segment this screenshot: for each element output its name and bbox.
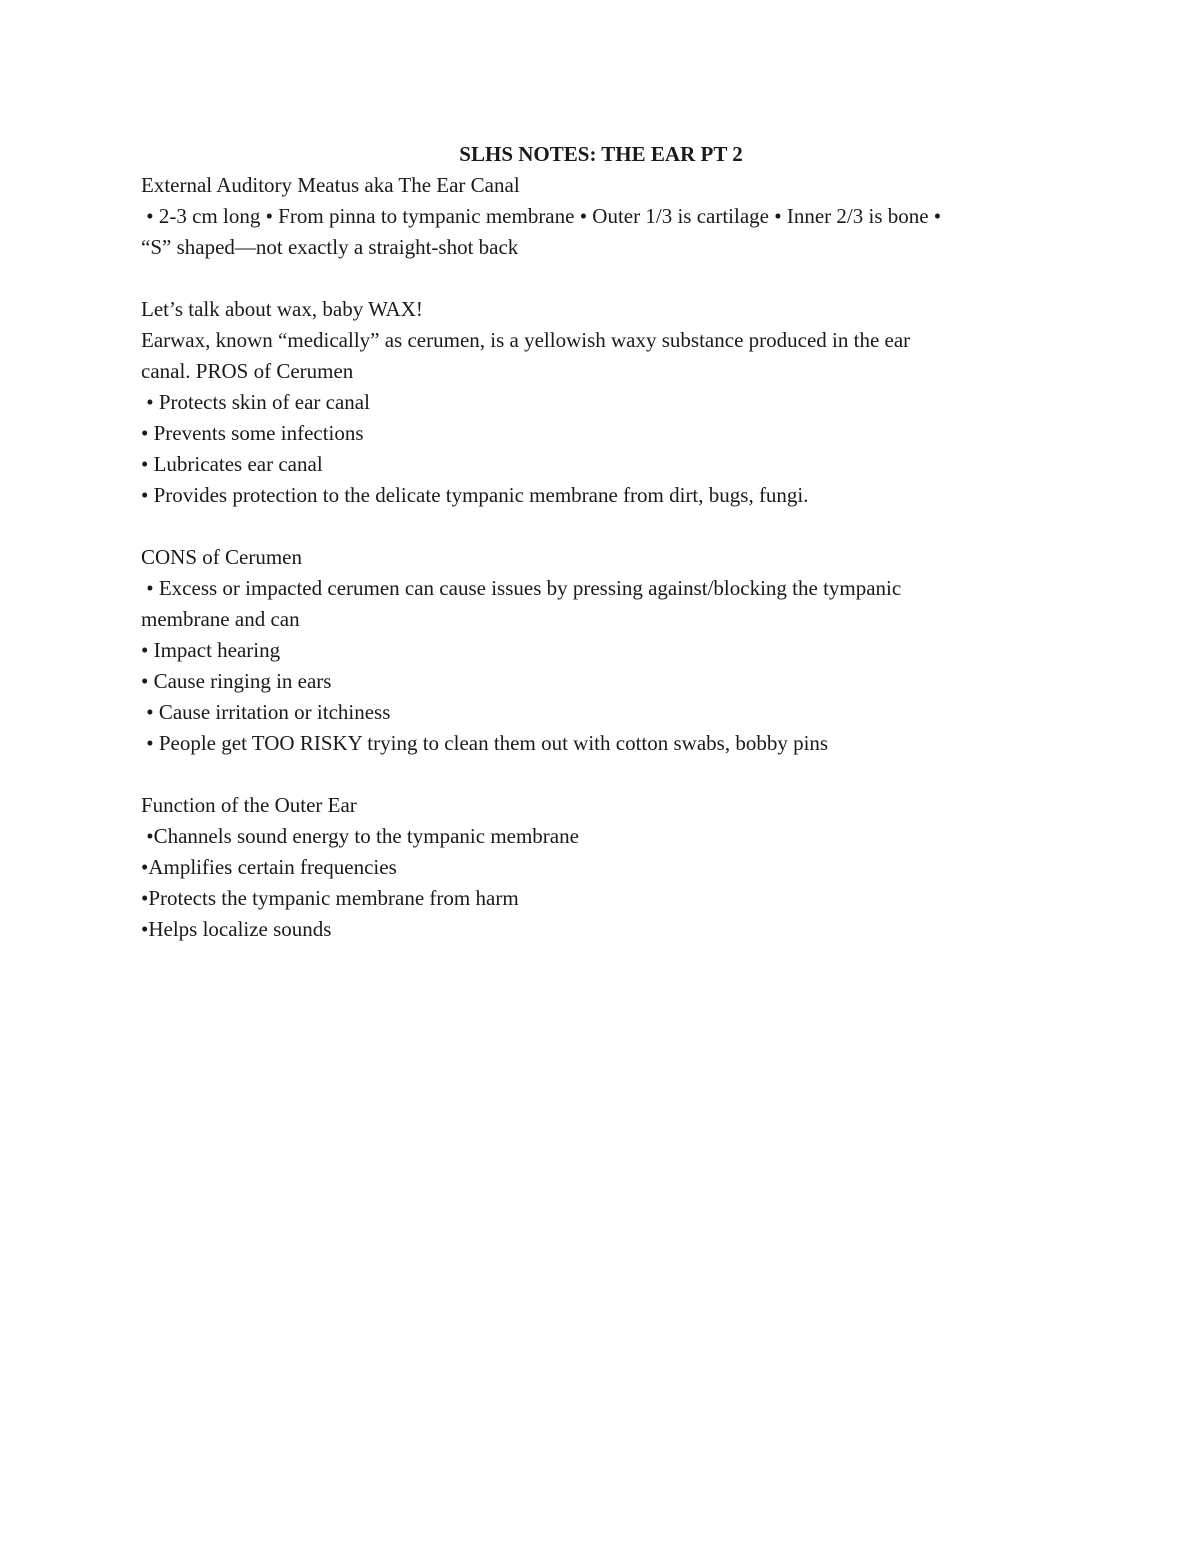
pros-item: • Lubricates ear canal bbox=[141, 452, 323, 476]
cons-item: • Cause ringing in ears bbox=[141, 669, 332, 693]
wax-intro-line-1: Earwax, known “medically” as cerumen, is a yellowish waxy substance produced in the ear bbox=[141, 328, 911, 352]
canal-line-2: “S” shaped—not exactly a straight-shot back bbox=[141, 235, 519, 259]
document-title: SLHS NOTES: THE EAR PT 2 bbox=[459, 142, 743, 166]
canal-heading: External Auditory Meatus aka The Ear Canal bbox=[141, 173, 520, 197]
function-item: •Channels sound energy to the tympanic membrane bbox=[141, 824, 579, 848]
function-heading: Function of the Outer Ear bbox=[141, 793, 357, 817]
canal-line-1: • 2-3 cm long • From pinna to tympanic membrane • Outer 1/3 is cartilage • Inner 2/3 is bone • bbox=[141, 204, 942, 228]
paragraph-gap bbox=[141, 511, 1061, 542]
cons-heading: CONS of Cerumen bbox=[141, 545, 302, 569]
document-page bbox=[141, 139, 1061, 945]
wax-heading: Let’s talk about wax, baby WAX! bbox=[141, 297, 423, 321]
function-item: •Helps localize sounds bbox=[141, 917, 332, 941]
function-item: •Amplifies certain frequencies bbox=[141, 855, 397, 879]
pros-item: • Protects skin of ear canal bbox=[141, 390, 370, 414]
cons-item: • People get TOO RISKY trying to clean them out with cotton swabs, bobby pins bbox=[141, 731, 829, 755]
pros-item: • Provides protection to the delicate tympanic membrane from dirt, bugs, fungi. bbox=[141, 483, 809, 507]
paragraph-gap bbox=[141, 759, 1061, 790]
cons-item: • Impact hearing bbox=[141, 638, 281, 662]
cons-line-2: membrane and can bbox=[141, 607, 300, 631]
wax-intro-line-2: canal. PROS of Cerumen bbox=[141, 359, 354, 383]
cons-line-1: • Excess or impacted cerumen can cause issues by pressing against/blocking the tympanic bbox=[141, 576, 902, 600]
function-item: •Protects the tympanic membrane from harm bbox=[141, 886, 519, 910]
paragraph-gap bbox=[141, 263, 1061, 294]
cons-item: • Cause irritation or itchiness bbox=[141, 700, 391, 724]
pros-item: • Prevents some infections bbox=[141, 421, 364, 445]
